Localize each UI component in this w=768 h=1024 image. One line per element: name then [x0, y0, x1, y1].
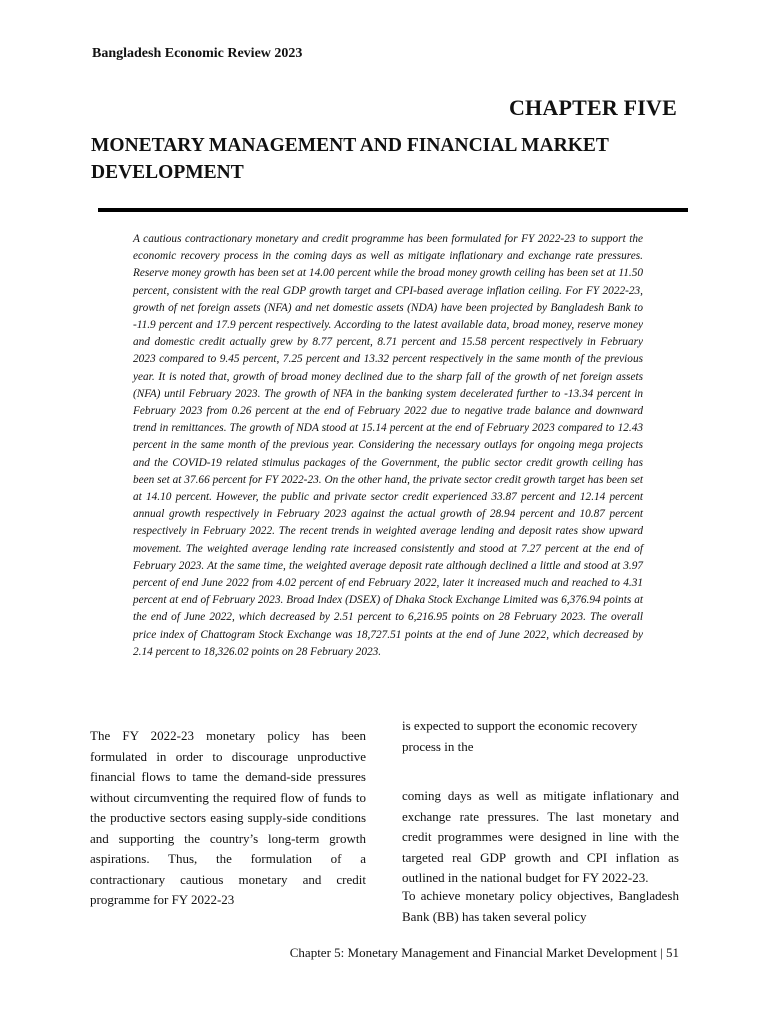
- body-right-paragraph-2: coming days as well as mitigate inflationary and exchange rate pressures. The last monetary and credit programmes were designed in line with the targeted real GDP growth and CPI inflation as outlined in the national budget for FY 2022-23.: [402, 788, 679, 885]
- body-right-paragraph-3: To achieve monetary policy objectives, Bangladesh Bank (BB) has taken several policy: [402, 888, 679, 924]
- page-footer: Chapter 5: Monetary Management and Financial Market Development | 51: [289, 945, 679, 960]
- running-header: Bangladesh Economic Review 2023: [92, 46, 303, 61]
- chapter-title: MONETARY MANAGEMENT AND FINANCIAL MARKET DEVELOPMENT: [91, 135, 609, 183]
- body-left-column: The FY 2022-23 monetary policy has been formulated in order to discourage unproductive financial flows to tame the demand-side pressures without circumventing the required flow of funds to the productive sectors easing supply-side conditions and supporting the country’s long-term growth aspirations. Thus, the formulation of a contractionary cautious monetary and credit programme for FY 2022-23: [90, 728, 366, 907]
- body-right-paragraph-1: is expected to support the economic recovery process in the: [402, 718, 638, 754]
- title-divider: [98, 208, 688, 212]
- chapter-label: CHAPTER FIVE: [508, 95, 677, 120]
- chapter-abstract: A cautious contractionary monetary and credit programme has been formulated for FY 2022-23 to support the economic recovery process in the coming days as well as mitigate inflationary and exchange rate pressures. Reserve money growth has been set at 14.00 percent while the broad money growth ceiling has been set at 11.50 percent, consistent with the real GDP growth target and CPI-based average inflation ceiling. For FY 2022-23, growth of net foreign assets (NFA) and net domestic assets (NDA) have been projected by Bangladesh Bank to -11.9 percent and 17.9 percent respectively. According to the latest available data, broad money, reserve money and domestic credit actually grew by 8.77 percent, 8.71 percent and 15.58 percent respectively in February 2023 compared to 9.45 percent, 7.25 percent and 13.32 percent respectively in the same month of the previous year. It is noted that, growth of broad money declined due to the sharp fall of the growth of net foreign assets (NFA) until February 2023. The growth of NFA in the banking system decelerated further to -13.34 percent in February 2023 from 0.26 percent at the end of February 2022 due to negative trade balance and downward trend in remittances. The growth of NDA stood at 15.14 percent at the end of February 2023 compared to 12.43 percent in the same month of the previous year. Considering the necessary outlays for ongoing mega projects and the COVID-19 related stimulus packages of the Government, the public sector credit growth ceiling has been set at 37.66 percent for FY 2022-23. On the other hand, the private sector credit growth target has been set at 14.10 percent. However, the public and private sector credit experienced 33.87 percent and 12.14 percent annual growth respectively in February 2023 against the actual growth of 28.94 percent and 10.87 percent respectively in February 2022. The recent trends in weighted average lending and deposit rates show upward movement. The weighted average lending rate increased consistently and stood at 7.27 percent at the end of February 2023. At the same time, the weighted average deposit rate although declined a little and stood at 3.97 percent of end June 2022 from 4.02 percent of end February 2022, later it increased much and reached to 4.31 percent at end of February 2023. Broad Index (DSEX) of Dhaka Stock Exchange Limited was 6,376.94 points at the end of June 2022, which decreased by 2.51 percent to 6,216.95 points on 28 February 2023. The overall price index of Chattogram Stock Exchange was 18,727.51 points at the end of June 2022, which decreased by 2.14 percent to 18,326.02 points on 28 February 2023.: [133, 233, 643, 658]
